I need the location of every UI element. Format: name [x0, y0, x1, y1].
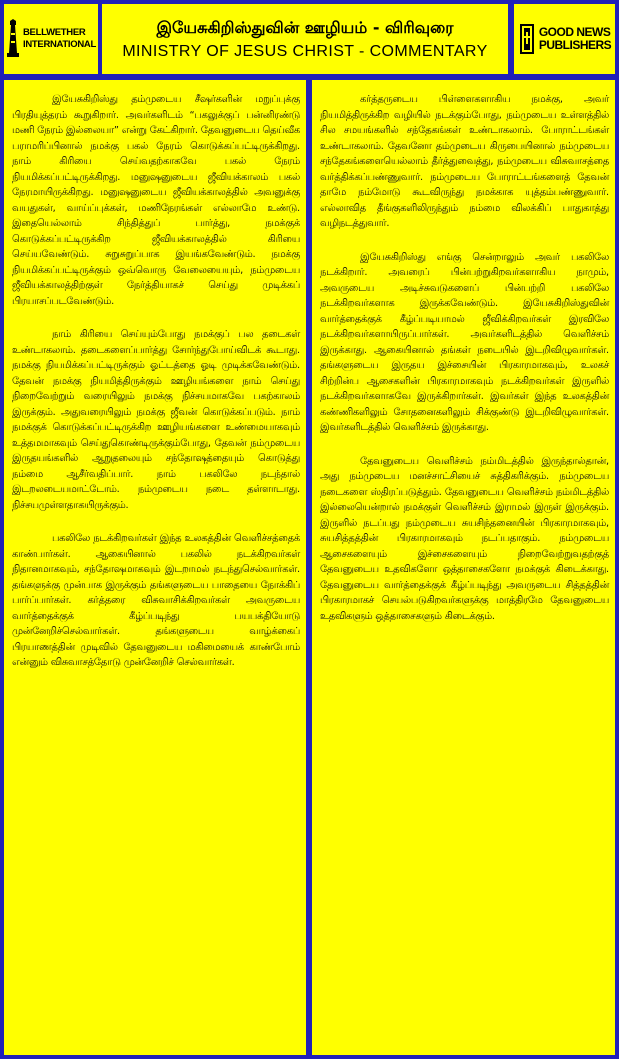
paragraph: நாம் கிரியை செய்யும்போது நமக்குப் பல தடைகள் உண்டாகலாம். தடைகளைப்பார்த்து சோர்ந்துபோய்விடக் கூடாது. நமக்கு நியமிக்கப்பட்டிருக்கும் ஓட்டத்தை ஓடி முடிக்கவேண்டும். தேவன் நமக்கு நியமித்திருக்கும் ஊழியங்களை நாம் செய்து நிறைவேற்றும் வரையிலும் நமக்கு நிச்சயமாகவே பகற்காலம் இருக்கும். அதுவரையிலும் நமக்கு ஜீவன் கொடுக்கப்படும். நாம் நமக்குக் கொடுக்கப்பட்டிருக்கிற ஊழியங்களை உண்மையாகவும் உத்தமமாகவும் செய்துகொண்டிருக்கும்போது, தேவன் நம்முடைய இருதயங்களில் ஆறுதலையும் சந்தோஷத்தையும் கொடுத்து நம்மை ஆசீர்வதிப்பார். நாம் பகலிலே நடந்தால் இடறலடையமாட்டோம். நம்முடைய நடை தள்ளாடாது. நிச்சயமுள்ளதாகயிருக்கும். [12, 329, 300, 511]
paragraph: இயேசுகிறிஸ்து தம்முடைய சீஷர்களின் மறுப்புக்கு பிரதியுத்தரம் கூறுகிறார். அவர்களிடம் “பகலுக்குப் பன்னிரண்டு மணி நேரம் இல்லையா” என்று கேட்கிறார். தேவனுடைய தெய்வீக பராமரிப்பினால் நமக்கு பகல் நேரம் கொடுக்கப்பட்டிருக்கிறது. நாம் கிரியை செய்வதற்காகவே பகல் நேரம் நியமிக்கப்பட்டிருக்கிறது. மனுஷனுடைய ஜீவியக்காலம் பகல் நேரமாயிருக்கிறது. மனுஷனுடைய ஜீவியக்காலத்தில் அவனுக்கு வயதுகள், வாய்ப்புக்கள், மணிநேரங்கள் எல்லாமே உண்டு. இதையெல்லாம் சிந்தித்துப் பார்த்து, நமக்குக் கொடுக்கப்பட்டிருக்கிற ஜீவியக்காலத்தில் கிரியை செய்யவேண்டும். சுறுசுறுப்பாக இயங்கவேண்டும். நமக்கு நியமிக்கப்பட்டிருக்கும் ஒவ்வொரு வேலையையும், நம்முடைய ஜீவியக்காலத்திற்குள் நேர்த்தியாகச் செய்து முடிக்கப் பிரயாசப்படவேண்டும். [12, 94, 300, 307]
left-logo-line2: INTERNATIONAL [23, 39, 96, 50]
title-tamil: இயேசுகிறிஸ்துவின் ஊழியம் - விரிவுரை [156, 17, 454, 37]
right-logo-line1: GOOD NEWS [538, 25, 611, 39]
page-header [102, 4, 508, 74]
left-column [4, 80, 306, 1055]
left-logo-line1: BELLWETHER [23, 27, 86, 38]
good-news-logo [514, 4, 615, 74]
right-column [312, 80, 615, 1055]
book-icon [518, 22, 536, 56]
title-english: MINISTRY OF JESUS CHRIST - COMMENTARY [122, 42, 488, 60]
paragraph: இயேசுகிறிஸ்து எங்கு சென்றாலும் அவர் பகலிலே நடக்கிறார். அவரைப் பின்பற்றுகிறவர்களாகிய நாமும், அவருடைய அடிச்சுவடுகளைப் பின்பற்றி பகலிலே நடக்கிறவர்களாக இருக்கவேண்டும். இயேசுகிறிஸ்துவின் வார்த்தைக்குக் கீழ்ப்படியாமல் ஜீவிக்கிறவர்கள் இரவிலே நடக்கிறவர்களாயிருப்பார்கள். அவர்களிடத்தில் வெளிச்சம் இருக்காது. ஆகையினால் தங்கள் நடையில் இடறிவிழுவார்கள். தங்களுடைய இருதய இச்சையின் பிரகாரமாகவும், உலகச் சிற்றின்ப ஆசைகளின் பிரகாரமாகவும் நடக்கிறவர்கள் இருளில் நடக்கிறவர்களாகவே இருக்கிறார்கள். இவர்கள் இந்த உலகத்தின் கண்ணிகளிலும் சோதனைகளிலும் சிக்குண்டு இடறிவிழுவார்கள். இவர்களிடத்தில் வெளிச்சம் இருக்காது. [320, 251, 609, 433]
right-logo-line2: PUBLISHERS [538, 38, 612, 52]
paragraph: கர்த்தருடைய பிள்ளைகளாகிய நமக்கு, அவர் நியமித்திருக்கிற வழியில் நடக்கும்போது, நம்முடைய உள்ளத்தில் சில சமயங்களில் சந்தேகங்கள் உண்டாகலாம். போராட்டங்கள் உண்டாகலாம். தேவனோ தம்முடைய கிருபையினால் நம்முடைய சந்தேகங்களையெல்லாம் தீர்த்துவைத்து, நம்முடைய விசுவாசத்தை வர்த்திக்கப்பண்ணுவார். நம்முடைய போராட்டங்களைத் தேவன் தாமே நம்மோடு கூடவிருந்து நமக்காக யுத்தம்பண்ணுவார். எல்லாவித தீங்குகளிலிருந்தும் நம்மை விலக்கிப் பாதுகாத்து வழிநடத்துவார். [320, 94, 609, 229]
bellwether-logo [4, 4, 98, 74]
paragraph: தேவனுடைய வெளிச்சம் நம்மிடத்தில் இருந்தால்தான், அது நம்முடைய மனச்சாட்சியைச் சுத்திகரிக்கும். நம்முடைய நடைகளை ஸ்திரப்படுத்தும். தேவனுடைய வெளிச்சம் நம்மிடத்தில் இல்லையென்றால் நமக்குள் வெளிச்சம் இராமல் இருள் இருக்கும். இருளில் நடப்பது நம்முடைய சுயசிந்தனையின் பிரகாரமாகவும், சுயசித்தத்தின் பிரகாரமாகவும் நடப்பதாகும். நம்முடைய ஆசைகளையும் இச்சைகளையும் நிறைவேற்றுவதற்குத் தேவனுடைய உதவிகளோ ஒத்தாசைகளோ நமக்குக் கிடைக்காது. தேவனுடைய வார்த்தைக்குக் கீழ்ப்படிந்து அவருடைய சித்தத்தின் பிரகாரமாகச் செயல்படுகிறவர்களுக்கு மாத்திரமே தேவனுடைய உதவிகளும் ஒத்தாசைகளும் கிடைக்கும். [320, 455, 609, 622]
paragraph: பகலிலே நடக்கிறவர்கள் இந்த உலகத்தின் வெளிச்சத்தைக் காண்பார்கள். ஆகையினால் பகலில் நடக்கிறவர்கள் நிதானமாகவும், சந்தோஷமாகவும் இடறாமல் நடந்துசெல்வார்கள். தங்களுக்கு முன்பாக இருக்கும் தங்களுடைய பாதையை நோக்கிப் பார்ப்பார்கள். கர்த்தரை விசுவாசிக்கிறவர்கள் அவருடைய வார்த்தைக்குக் கீழ்ப்படிந்து பயபக்தியோடு முன்னேறிச்செல்வார்கள். தங்களுடைய வாழ்க்கைப் பிரயாணத்தின் முடிவில் தேவனுடைய மகிமையைக் காண்போம் என்னும் விசுவாசத்தோடு முன்னேறிச் செல்வார்கள். [12, 533, 300, 668]
lighthouse-icon [6, 19, 20, 59]
